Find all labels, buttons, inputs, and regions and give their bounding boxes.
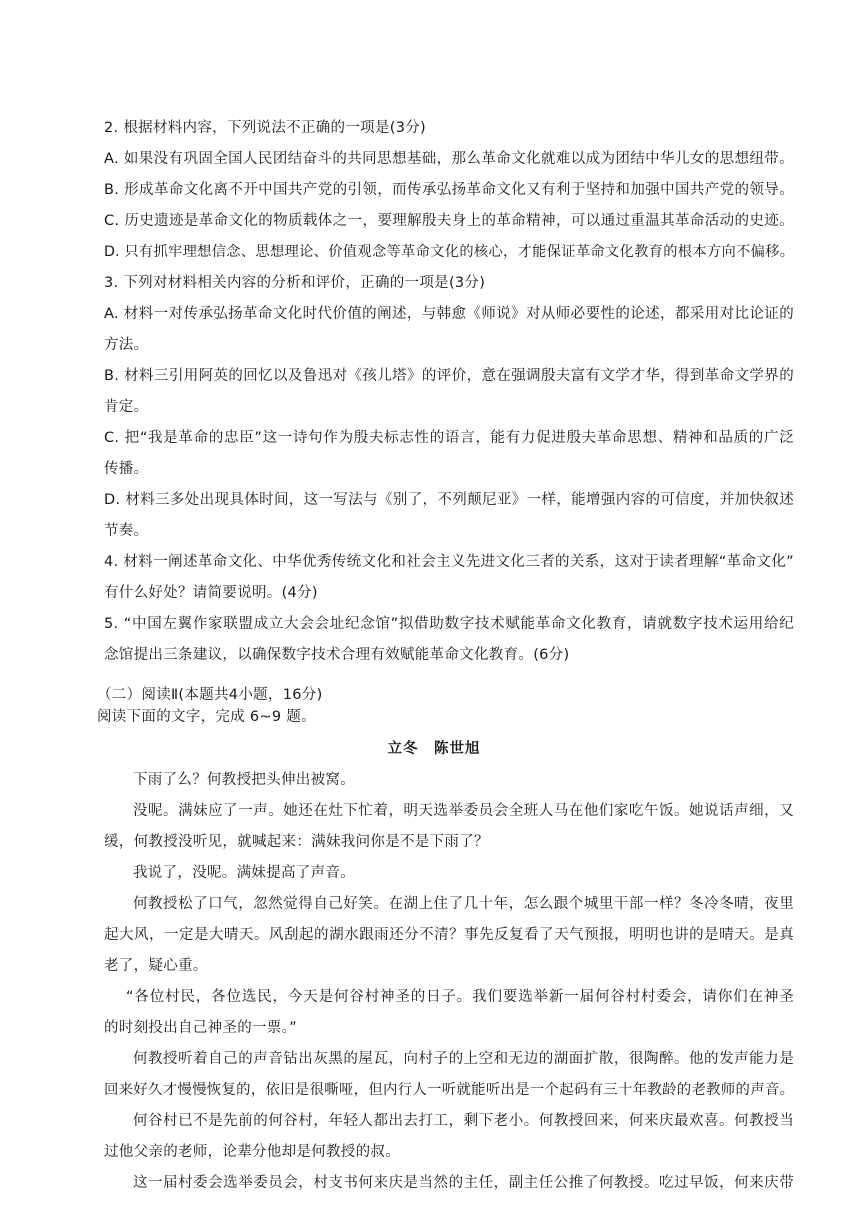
story-paragraph-8: 这一届村委会选举委员会，村支书何来庆是当然的主任，副主任公推了何教授。吃过早饭，何来庆带 [133,1175,794,1191]
story-paragraph-5-line2: 的时刻投出自己神圣的一票。” [104,1020,297,1036]
q3-option-a-line1: A. 材料一对传承弘扬革命文化时代价值的阐述，与韩愈《师说》对从师必要性的论述，都采用对比论证的 [104,306,794,322]
section-instruction: 阅读下面的文字，完成 6~9 题。 [97,709,316,725]
q2-option-d: D. 只有抓牢理想信念、思想理论、价值观念等革命文化的核心，才能保证革命文化教育的根本方向不偏移。 [104,244,794,260]
q2-option-b: B. 形成革命文化离不开中国共产党的引领，而传承弘扬革命文化又有利于坚持和加强中国共产党的领导。 [104,182,794,198]
q5-line1: 5. “中国左翼作家联盟成立大会会址纪念馆”拟借助数字技术赋能革命文化教育，请就数字技术运用给纪 [104,616,794,632]
q3-option-b-line2: 肯定。 [104,399,149,415]
q3-option-c-line2: 传播。 [104,461,149,477]
story-paragraph-7-line2: 过他父亲的老师，论辈分他却是何教授的叔。 [104,1144,400,1160]
story-paragraph-1: 下雨了么？何教授把头伸出被窝。 [133,772,355,788]
q4-line1: 4. 材料一阐述革命文化、中华优秀传统文化和社会主义先进文化三者的关系，这对于读者理解“革命文化” [104,554,794,570]
story-paragraph-6-line1: 何教授听着自己的声音钻出灰黑的屋瓦，向村子的上空和无边的湖面扩散，很陶醉。他的发声能力是 [133,1051,794,1067]
q2-option-a: A. 如果没有巩固全国人民团结奋斗的共同思想基础，那么革命文化就难以成为团结中华儿女的思想纽带。 [104,151,794,167]
q2-stem: 2. 根据材料内容，下列说法不正确的一项是(3分) [104,120,426,136]
story-paragraph-7-line1: 何谷村已不是先前的何谷村，年轻人都出去打工，剩下老小。何教授回来，何来庆最欢喜。何教授当 [133,1113,794,1129]
story-title: 立冬 陈世旭 [387,741,481,757]
q3-option-c-line1: C. 把“我是革命的忠臣”这一诗句作为殷夫标志性的语言，能有力促进殷夫革命思想、精神和品质的广泛 [104,430,794,446]
story-paragraph-2-line2: 缓，何教授没听见，就喊起来：满妹我问你是不是下雨了？ [104,834,489,850]
q4-line2: 有什么好处？请简要说明。(4分) [104,585,318,601]
q3-option-d-line1: D. 材料三多处出现具体时间，这一写法与《别了，不列颠尼亚》一样，能增强内容的可信度，并加快叙述 [104,492,794,508]
q3-option-a-line2: 方法。 [104,337,149,353]
q3-option-d-line2: 节奏。 [104,523,149,539]
story-paragraph-4-line3: 老了，疑心重。 [104,958,208,974]
q5-line2: 念馆提出三条建议，以确保数字技术合理有效赋能革命文化教育。(6分) [104,647,570,663]
story-paragraph-6-line2: 回来好久才慢慢恢复的，依旧是很嘶哑，但内行人一听就能听出是一个起码有三十年教龄的老教师的声音。 [104,1082,794,1098]
story-paragraph-4-line1: 何教授松了口气，忽然觉得自己好笑。在湖上住了几十年，怎么跟个城里干部一样？冬冷冬晴，夜里 [133,896,794,912]
q3-stem: 3. 下列对材料相关内容的分析和评价，正确的一项是(3分) [104,275,486,291]
story-paragraph-2-line1: 没呢。满妹应了一声。她还在灶下忙着，明天选举委员会全班人马在他们家吃午饭。她说话声细，又 [133,803,794,819]
story-paragraph-3: 我说了，没呢。满妹提高了声音。 [133,865,355,881]
q2-option-c: C. 历史遗迹是革命文化的物质载体之一，要理解殷夫身上的革命精神，可以通过重温其革命活动的史迹。 [104,213,794,229]
section-header: （二）阅读Ⅱ(本题共4小题，16分) [97,687,323,703]
story-paragraph-5-line1: “各位村民，各位选民，今天是何谷村神圣的日子。我们要选举新一届何谷村村委会，请你们在神圣 [126,989,794,1005]
q3-option-b-line1: B. 材料三引用阿英的回忆以及鲁迅对《孩儿塔》的评价，意在强调殷夫富有文学才华，得到革命文学界的 [104,368,794,384]
story-paragraph-4-line2: 起大风，一定是大晴天。风刮起的湖水跟雨还分不清？事先反复看了天气预报，明明也讲的是晴天。是真 [104,927,794,943]
